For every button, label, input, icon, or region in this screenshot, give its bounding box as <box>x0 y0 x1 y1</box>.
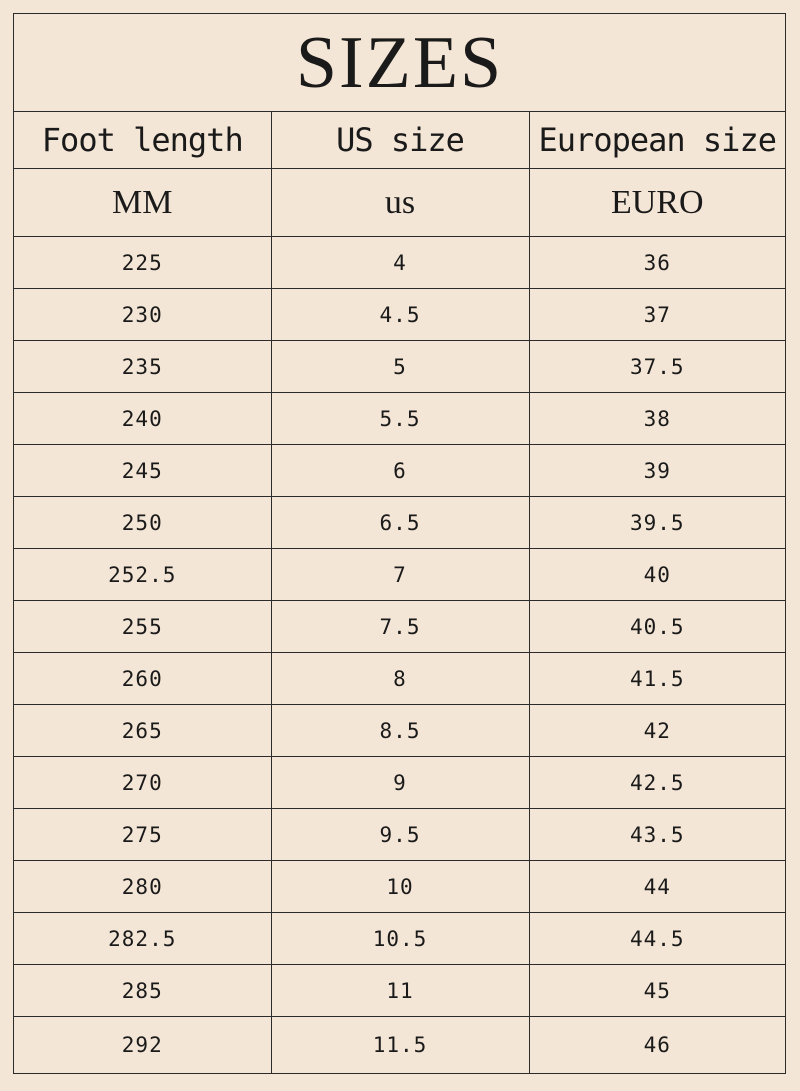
foot-length-cell: 292 <box>14 1017 271 1074</box>
foot-length-cell: 250 <box>14 497 271 549</box>
unit-euro: EURO <box>529 169 785 237</box>
foot-length-cell: 282.5 <box>14 913 271 965</box>
foot-length-cell: 255 <box>14 601 271 653</box>
european-size-cell: 40 <box>529 549 785 601</box>
table-row <box>14 289 785 341</box>
foot-length-cell: 240 <box>14 393 271 445</box>
us-size-cell: 10.5 <box>271 913 529 965</box>
table-row <box>14 757 785 809</box>
unit-mm: MM <box>14 169 271 237</box>
european-size-cell: 39.5 <box>529 497 785 549</box>
european-size-cell: 44 <box>529 861 785 913</box>
us-size-cell: 7 <box>271 549 529 601</box>
table-row <box>14 237 785 289</box>
foot-length-cell: 260 <box>14 653 271 705</box>
foot-length-cell: 225 <box>14 237 271 289</box>
table-row <box>14 497 785 549</box>
us-size-cell: 10 <box>271 861 529 913</box>
table-row <box>14 653 785 705</box>
table-row <box>14 861 785 913</box>
header-row <box>14 112 785 169</box>
foot-length-cell: 275 <box>14 809 271 861</box>
us-size-cell: 11 <box>271 965 529 1017</box>
foot-length-cell: 280 <box>14 861 271 913</box>
header-us-size: US size <box>271 112 529 169</box>
table-row <box>14 601 785 653</box>
us-size-cell: 6.5 <box>271 497 529 549</box>
us-size-cell: 5 <box>271 341 529 393</box>
chart-title: SIZES <box>14 14 785 112</box>
foot-length-cell: 265 <box>14 705 271 757</box>
table-row <box>14 1017 785 1074</box>
european-size-cell: 37 <box>529 289 785 341</box>
table-row <box>14 393 785 445</box>
european-size-cell: 36 <box>529 237 785 289</box>
us-size-cell: 8 <box>271 653 529 705</box>
foot-length-cell: 235 <box>14 341 271 393</box>
table-row <box>14 705 785 757</box>
us-size-cell: 9.5 <box>271 809 529 861</box>
foot-length-cell: 285 <box>14 965 271 1017</box>
size-chart <box>13 13 786 1074</box>
us-size-cell: 4 <box>271 237 529 289</box>
european-size-cell: 37.5 <box>529 341 785 393</box>
us-size-cell: 4.5 <box>271 289 529 341</box>
european-size-cell: 46 <box>643 1033 671 1057</box>
unit-us: us <box>271 169 529 237</box>
us-size-cell: 8.5 <box>271 705 529 757</box>
us-size-cell: 5.5 <box>271 393 529 445</box>
table-row <box>14 445 785 497</box>
european-size-cell: 42 <box>529 705 785 757</box>
us-size-cell: 11.5 <box>271 1017 529 1074</box>
european-size-cell: 38 <box>529 393 785 445</box>
table-row <box>14 913 785 965</box>
table-row <box>14 549 785 601</box>
foot-length-cell: 270 <box>14 757 271 809</box>
foot-length-cell: 245 <box>14 445 271 497</box>
european-size-cell: 44.5 <box>529 913 785 965</box>
foot-length-cell: 252.5 <box>14 549 271 601</box>
european-size-cell: 43.5 <box>529 809 785 861</box>
size-table <box>14 112 785 1073</box>
unit-row <box>14 169 785 237</box>
table-row <box>14 809 785 861</box>
us-size-cell: 9 <box>271 757 529 809</box>
us-size-cell: 7.5 <box>271 601 529 653</box>
european-size-cell: 41.5 <box>529 653 785 705</box>
header-foot-length: Foot length <box>14 112 271 169</box>
european-size-cell: 39 <box>529 445 785 497</box>
table-row <box>14 965 785 1017</box>
european-size-cell: 45 <box>529 965 785 1017</box>
table-row <box>14 341 785 393</box>
european-size-cell: 40.5 <box>529 601 785 653</box>
european-size-cell: 42.5 <box>529 757 785 809</box>
foot-length-cell: 230 <box>14 289 271 341</box>
header-european-size: European size <box>529 112 785 169</box>
us-size-cell: 6 <box>271 445 529 497</box>
